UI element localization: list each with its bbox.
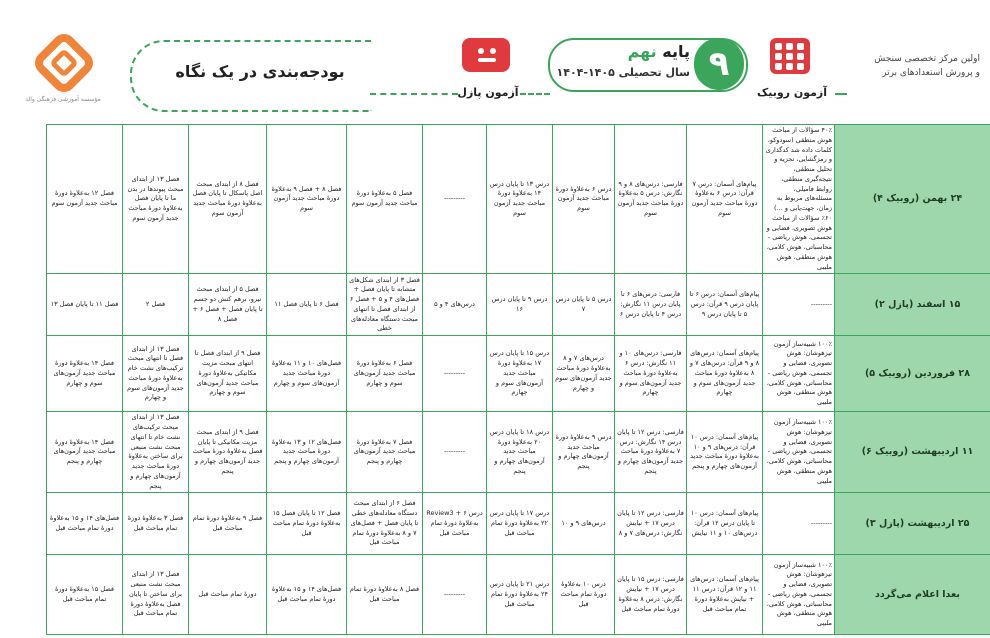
grade-number: ۹ (694, 38, 744, 90)
table-cell: فصل ۱۳ از ابتدای فصل تا انتهای مبحث ترکیب‌های نشت خام به‌علاوهٔ دورهٔ مباحث جدید آزمون‌های سوم و چهارم (123, 336, 189, 412)
table-cell: فصل ۹ به‌علاوهٔ دورهٔ تمام مباحث قبل (189, 493, 267, 555)
table-row (47, 336, 990, 412)
table-cell: فصل ۱۳ از ابتدای مبحث پیوندها در بدن ما تا پایان فصل به‌علاوهٔ دورهٔ مباحث جدید آزمون سوم (123, 125, 189, 274)
dashed-divider (370, 93, 458, 95)
table-cell: درس‌های ۴ و ۵ (423, 274, 487, 336)
table-cell: فارسی: درس‌های ۱۰ و ۱۱ نگارش: درس ۶ به‌علاوهٔ دورهٔ مباحث جدید آزمون‌های سوم و چهارم (615, 336, 687, 412)
table-cell: فصل ۷ به‌علاوهٔ دورهٔ مباحث جدید آزمون‌های چهارم و پنجم (347, 412, 423, 493)
table-cell: پیام‌های آسمان: درس‌های ۸ و ۹ قرآن: درس‌های ۷ و ۸ به‌علاوهٔ دورهٔ مباحث جدید آزمون‌های سوم و چهارم (687, 336, 763, 412)
exam-date-cell: ۲۴ بهمن (روبیک ۴) (835, 125, 990, 274)
table-cell: فارسی: درس ۱۲ تا پایان درس ۱۴ نگارش: درس ۷ به‌علاوهٔ دورهٔ مباحث جدید آزمون‌های چهارم و پنجم (615, 412, 687, 493)
table-cell: --------- (423, 412, 487, 493)
academic-year: سال تحصیلی ۱۴۰۵-۱۴۰۴ (556, 66, 690, 79)
table-cell: فصل ۸ + فصل ۹ به‌علاوهٔ دورهٔ مباحث جدید آزمون سوم (267, 125, 347, 274)
budget-table (46, 124, 974, 635)
dashed-divider (835, 93, 847, 95)
table-cell: درس‌های ۷ و ۸ به‌علاوهٔ دورهٔ مباحث جدید آزمون‌های سوم و چهارم (553, 336, 615, 412)
table-cell: درس ۱۵ تا پایان درس ۱۷ به‌علاوهٔ دورهٔ مباحث جدید آزمون‌های سوم و چهارم (487, 336, 553, 412)
table-cell: فصل ۶ به‌علاوهٔ دورهٔ مباحث جدید آزمون‌های سوم و چهارم (347, 336, 423, 412)
table-cell: فارسی: درس‌های ۶ تا پایان درس ۱۱ نگارش: درس ۴ تا پایان درس ۶ (615, 274, 687, 336)
table-cell: درس ۱۳ تا پایان درس ۱۴ به‌علاوهٔ دورهٔ مباحث جدید آزمون سوم (487, 125, 553, 274)
table-cell: فصل ۱۳ از ابتدای مبحث نشت منبعی برای ساختن تا پایان فصل به‌علاوهٔ دورهٔ تمام مباحث قبل (123, 555, 189, 635)
page-title: بودجه‌بندی در یک نگاه (175, 62, 345, 81)
table-cell: فارسی: درس‌های ۸ و ۹ نگارش: درس ۵ به‌علاوهٔ دورهٔ مباحث جدید آزمون سوم (615, 125, 687, 274)
table-cell: فصل‌های ۱۰ و ۱۱ به‌علاوهٔ دورهٔ مباحث جدید آزمون‌های سوم و چهارم (267, 336, 347, 412)
table-cell: درس‌های ۹ و ۱۰ (553, 493, 615, 555)
table-cell: فصل ۶ تا پایان فصل ۱۱ (267, 274, 347, 336)
table-cell: فصل ۵ از ابتدای مبحث نیرو، برهم کنش دو جسم تا پایان فصل + فصل ۶ + فصل ۸ (189, 274, 267, 336)
puzzle-exam-label: آزمون پازل (457, 86, 519, 99)
exam-date-cell: ۱۱ اردیبهشت (روبیک ۶) (835, 412, 990, 493)
exam-date-cell: ۱۵ اسفند (پازل ۲) (835, 274, 990, 336)
page-header (0, 0, 990, 118)
table-cell: --------- (423, 555, 487, 635)
skill-cell: --------- (763, 274, 835, 336)
table-cell: فصل ۳ از ابتدای شکل‌های متشابه تا پایان فصل + فصل‌های ۴ و ۵ + فصل ۶ از ابتدای فصل تا انتهای مبحث دستگاه معادله‌های خطی (347, 274, 423, 336)
table-cell: درس ۱۰ به‌علاوهٔ دورهٔ تمام مباحث قبل (553, 555, 615, 635)
org-tagline-2: و پرورش استعدادهای برتر (882, 68, 980, 78)
rubik-exam-label: آزمون روبیک (756, 86, 828, 99)
table-cell: فصل‌های ۱۲ و ۱۳ به‌علاوهٔ دورهٔ مباحث جدید آزمون‌های چهارم و پنجم (267, 412, 347, 493)
skill-cell: ۴۰٪ سؤالات از مباحث هوش منطقی (سودوکو، کلمات داده شد کدگذاری و رمزگشایی، تجزیه و تحلیل منطقی، نتیجه‌گیری منطقی، روابط فامیلی، مسئله‌های مربوط به زمان، جهت‌یابی و ...) ۶۰٪ سؤالات از مباحث هوش تصویری، فضایی و تجسمی، هوش ریاضی - محاسباتی، هوش کلامی، هوش منطقی، هوش ملیبی (763, 125, 835, 274)
table-cell: فصل ۹ از ابتدای فصل تا انتهای مبحث مزیت مکانیکی به‌علاوهٔ دورهٔ مباحث جدید آزمون‌های سوم و چهارم (189, 336, 267, 412)
table-cell: فصل ۶ از ابتدای مبحث دستگاه معادله‌های خطی تا پایان فصل + فصل‌های ۷ و ۸ به‌علاوهٔ دورهٔ تمام مباحث قبل (347, 493, 423, 555)
table-cell: پیام‌های آسمان: درس ۱۰ قرآن: درس‌های ۹ و ۱۰ به‌علاوهٔ دورهٔ مباحث جدید آزمون‌های چهارم و پنجم (687, 412, 763, 493)
org-tagline-1: اولین مرکز تخصصی سنجش (874, 54, 980, 64)
table-row (47, 555, 990, 635)
skill-cell: ۱۰۰٪ شبیه‌ساز آزمون تیزهوشان: هوش تصویری، فضایی و تجسمی، هوش ریاضی - محاسباتی، هوش کلامی، هوش منطقی، هوش ملیبی (763, 555, 835, 635)
table-cell: درس ۱۷ تا پایان درس ۲۲ به‌علاوهٔ دورهٔ تمام مباحث قبل (487, 493, 553, 555)
table-cell: درس ۹ تا پایان درس ۱۶ (487, 274, 553, 336)
table-row (47, 412, 990, 493)
table-cell: فصل ۱۲ به‌علاوهٔ دورهٔ مباحث جدید آزمون سوم (47, 125, 123, 274)
table-row (47, 274, 990, 336)
table-cell: پیام‌های آسمان: درس‌های ۱۱ و ۱۲ قرآن: درس ۱۱ + نیایش به‌علاوهٔ دورهٔ تمام مباحث قبل (687, 555, 763, 635)
table-cell: فصل ۱۴ به‌علاوهٔ دورهٔ مباحث جدید آزمون‌های سوم و چهارم (47, 336, 123, 412)
exam-date-cell: ۲۸ فروردین (روبیک ۵) (835, 336, 990, 412)
table-cell: --------- (423, 336, 487, 412)
table-cell: فصل ۱۵ به‌علاوهٔ دورهٔ تمام مباحث قبل (47, 555, 123, 635)
skill-cell: ۱۰۰٪ شبیه‌ساز آزمون تیزهوشان: هوش تصویری، فضایی و تجسمی، هوش ریاضی - محاسباتی، هوش کلامی، هوش منطقی، هوش ملیبی (763, 412, 835, 493)
grade-title (582, 42, 690, 61)
table-cell: دورهٔ تمام مباحث قبل (189, 555, 267, 635)
table-row (47, 493, 990, 555)
exam-date-cell: بعدا اعلام می‌گردد (835, 555, 990, 635)
table-cell: فصل ۸ به‌علاوهٔ دورهٔ تمام مباحث قبل (347, 555, 423, 635)
table-cell: فارسی: درس ۱۲ تا پایان درس ۱۷ + نیایش نگارش: درس‌های ۷ و ۸ (615, 493, 687, 555)
rubik-cube-icon (770, 38, 810, 74)
grade-name: نهم (627, 42, 657, 61)
table-cell: فصل ۱۴ به‌علاوهٔ دورهٔ مباحث جدید آزمون‌های چهارم و پنجم (47, 412, 123, 493)
table-cell: فصل ۹ از ابتدای مبحث مزیت مکانیکی تا پایان فصل به‌علاوهٔ دورهٔ مباحث جدید آزمون‌های چهارم و پنجم (189, 412, 267, 493)
table-cell: درس ۱۸ تا پایان درس ۲۰ به‌علاوهٔ دورهٔ مباحث جدید آزمون‌های چهارم و پنجم (487, 412, 553, 493)
exam-date-cell: ۲۵ اردیبهشت (پازل ۳) (835, 493, 990, 555)
table-cell: فارسی: درس ۱۵ تا پایان درس ۱۷ + نیایش نگارش: درس ۸ به‌علاوهٔ دورهٔ تمام مباحث قبل (615, 555, 687, 635)
table-cell: فصل ۵ به‌علاوهٔ دورهٔ مباحث جدید آزمون سوم (347, 125, 423, 274)
table-row (47, 125, 990, 274)
table-cell: فصل‌های ۱۴ و ۱۵ به‌علاوهٔ دورهٔ تمام مباحث قبل (47, 493, 123, 555)
table-cell: فصل ۸ از ابتدای مبحث اصل پاسکال تا پایان فصل به‌علاوهٔ دورهٔ مباحث جدید آزمون سوم (189, 125, 267, 274)
table-cell: درس ۶ + Review3 به‌علاوهٔ دورهٔ تمام مباحث قبل (423, 493, 487, 555)
table-cell: درس ۶ به‌علاوهٔ دورهٔ مباحث جدید آزمون سوم (553, 125, 615, 274)
table-cell: درس ۵ تا پایان درس ۷ (553, 274, 615, 336)
table-cell: فصل ۱۲ تا پایان فصل ۱۵ به‌علاوهٔ دورهٔ تمام مباحث قبل (267, 493, 347, 555)
table-cell: درس ۹ به‌علاوهٔ دورهٔ مباحث جدید آزمون‌های چهارم و پنجم (553, 412, 615, 493)
table-cell: فصل ۲ (123, 274, 189, 336)
table-cell: --------- (423, 125, 487, 274)
skill-cell: --------- (763, 493, 835, 555)
skill-cell: ۱۰۰٪ شبیه‌ساز آزمون تیزهوشان: هوش تصویری، فضایی و تجسمی، هوش ریاضی - محاسباتی، هوش کلامی، هوش منطقی، هوش ملیبی (763, 336, 835, 412)
institute-logo-icon (28, 32, 100, 94)
dashed-divider (520, 93, 550, 95)
table-cell: درس ۲۱ تا پایان درس ۲۴ به‌علاوهٔ دورهٔ تمام مباحث قبل (487, 555, 553, 635)
table-cell: پیام‌های آسمان: درس ۱۰ تا پایان درس ۱۲ قرآن: درس‌های ۱۰ و ۱۱ نیایش (687, 493, 763, 555)
table-cell: پیام‌های آسمان: درس ۷ قرآن: درس ۶ به‌علاوهٔ دورهٔ مباحث جدید آزمون سوم (687, 125, 763, 274)
grade-word: پایه (662, 42, 690, 61)
table-cell: فصل ۱۱ تا پایان فصل ۱۳ (47, 274, 123, 336)
table-cell: فصل ۳ به‌علاوهٔ دورهٔ تمام مباحث قبل (123, 493, 189, 555)
table-cell: پیام‌های آسمان: درس ۶ تا پایان درس ۹ قرآن: درس ۵ تا پایان درس ۹ (687, 274, 763, 336)
puzzle-icon (462, 38, 510, 72)
table-cell: فصل ۱۳ از ابتدای مبحث ترکیب‌های نشت خام تا انتهای مبحث نشت منبعی برای ساختن به‌علاوهٔ دورهٔ مباحث جدید آزمون‌های چهارم و پنجم (123, 412, 189, 493)
table-cell: فصل‌های ۱۴ و ۱۵ به‌علاوهٔ دورهٔ تمام مباحث قبل (267, 555, 347, 635)
logo-text: مؤسسه آموزشی فرهنگی والد (25, 96, 101, 103)
